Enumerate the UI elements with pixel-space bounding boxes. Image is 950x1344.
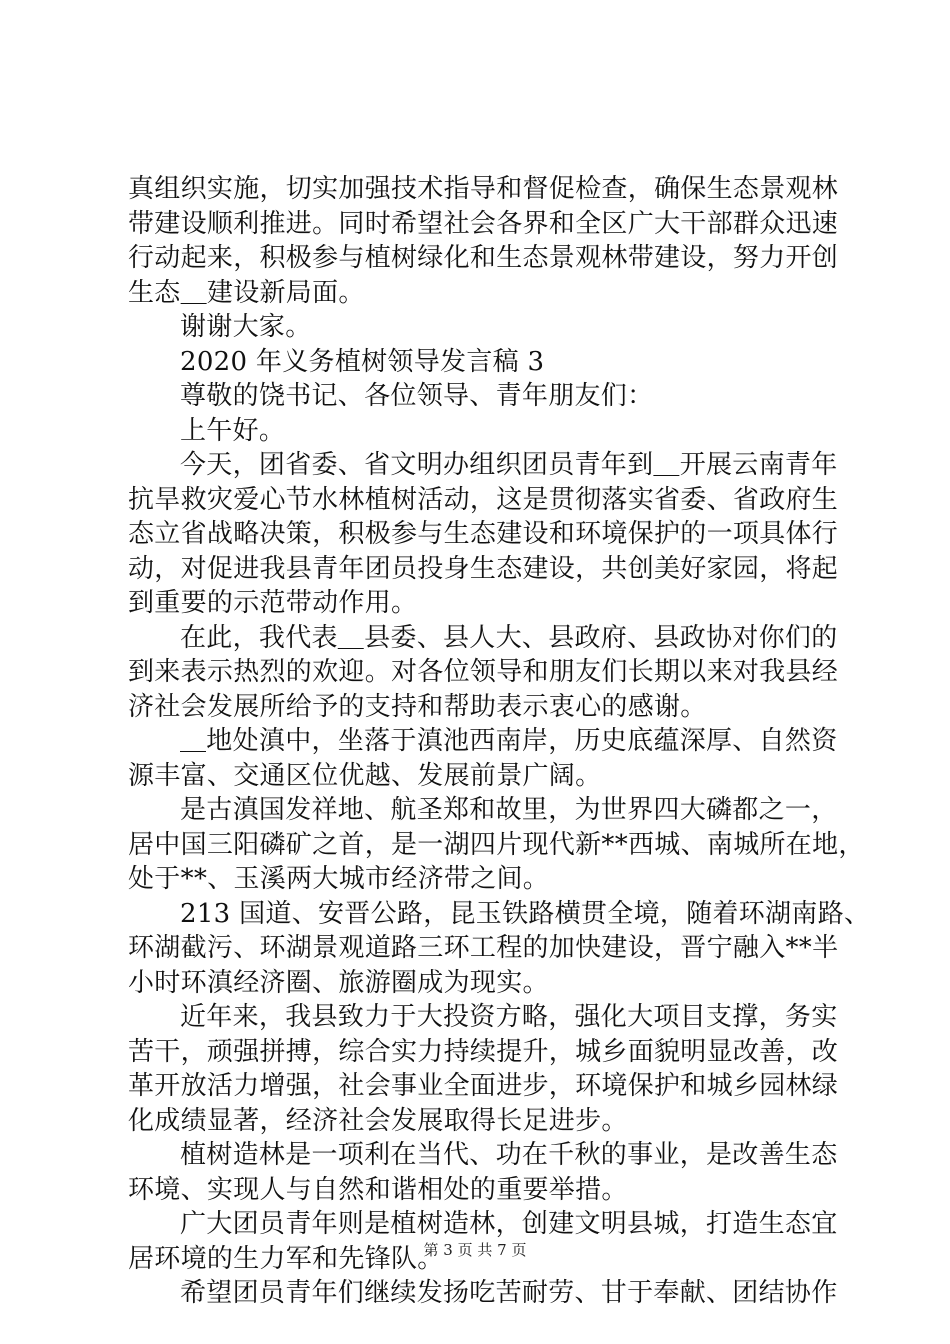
text-line: 希望团员青年们继续发扬吃苦耐劳、甘于奉献、团结协作	[180, 1278, 838, 1308]
text-line: 带建设顺利推进。同时希望社会各界和全区广大干部群众迅速	[128, 208, 839, 239]
text-line: 济社会发展所给予的支持和帮助表示衷心的感谢。	[128, 691, 707, 722]
text-line: 真组织实施，切实加强技术指导和督促检查，确保生态景观林	[128, 174, 839, 204]
text-line: 居环境的生力军和先锋队。	[128, 1243, 444, 1274]
text-line: 是古滇国发祥地、航圣郑和故里，为世界四大磷都之一，	[180, 795, 838, 825]
text-line: 环境、实现人与自然和谐相处的重要举措。	[128, 1174, 628, 1205]
text-line: 到重要的示范带动作用。	[128, 588, 418, 618]
text-line: 革开放活力增强，社会事业全面进步，环境保护和城乡园林绿	[128, 1071, 839, 1101]
text-line: 到来表示热烈的欢迎。对各位领导和朋友们长期以来对我县经	[128, 657, 839, 687]
text-line: 环湖截污、环湖景观道路三环工程的加快建设，晋宁融入**半	[128, 933, 839, 963]
text-line: 居中国三阳磷矿之首，是一湖四片现代新**西城、南城所在地，	[128, 829, 865, 860]
text-line: 2020 年义务植树领导发言稿 3	[180, 346, 545, 377]
text-line: ＿地处滇中，坐落于滇池西南岸，历史底蕴深厚、自然资	[180, 726, 838, 756]
text-line: 上午好。	[180, 415, 286, 446]
text-line: 213 国道、安晋公路，昆玉铁路横贯全境，随着环湖南路、	[180, 898, 871, 929]
text-line: 近年来，我县致力于大投资方略，强化大项目支撑，务实	[180, 1002, 838, 1032]
text-line: 尊敬的饶书记、各位领导、青年朋友们：	[180, 381, 654, 411]
text-line: 态立省战略决策，积极参与生态建设和环境保护的一项具体行	[128, 519, 839, 549]
text-line: 小时环滇经济圈、旅游圈成为现实。	[128, 967, 549, 998]
text-line: 在此，我代表＿县委、县人大、县政府、县政协对你们的	[180, 622, 838, 653]
text-line: 化成绩显著，经济社会发展取得长足进步。	[128, 1105, 628, 1136]
text-line: 动，对促进我县青年团员投身生态建设，共创美好家园，将起	[128, 553, 839, 584]
text-line: 行动起来，积极参与植树绿化和生态景观林带建设，努力开创	[128, 243, 839, 273]
page-footer: 第 3 页 共 7 页	[423, 1241, 527, 1259]
text-line: 抗旱救灾爱心节水林植树活动，这是贯彻落实省委、省政府生	[128, 484, 839, 515]
text-line: 今天，团省委、省文明办组织团员青年到＿开展云南青年	[180, 450, 838, 480]
text-line: 谢谢大家。	[180, 312, 312, 342]
text-line: 生态＿建设新局面。	[128, 277, 365, 308]
document-body	[128, 172, 871, 1311]
text-line: 源丰富、交通区位优越、发展前景广阔。	[128, 760, 602, 791]
text-line: 植树造林是一项利在当代、功在千秋的事业，是改善生态	[180, 1140, 838, 1170]
text-line: 苦干，顽强拼搏，综合实力持续提升，城乡面貌明显改善，改	[128, 1036, 839, 1067]
text-line: 处于**、玉溪两大城市经济带之间。	[128, 864, 550, 894]
text-line: 广大团员青年则是植树造林，创建文明县城，打造生态宜	[180, 1209, 838, 1239]
